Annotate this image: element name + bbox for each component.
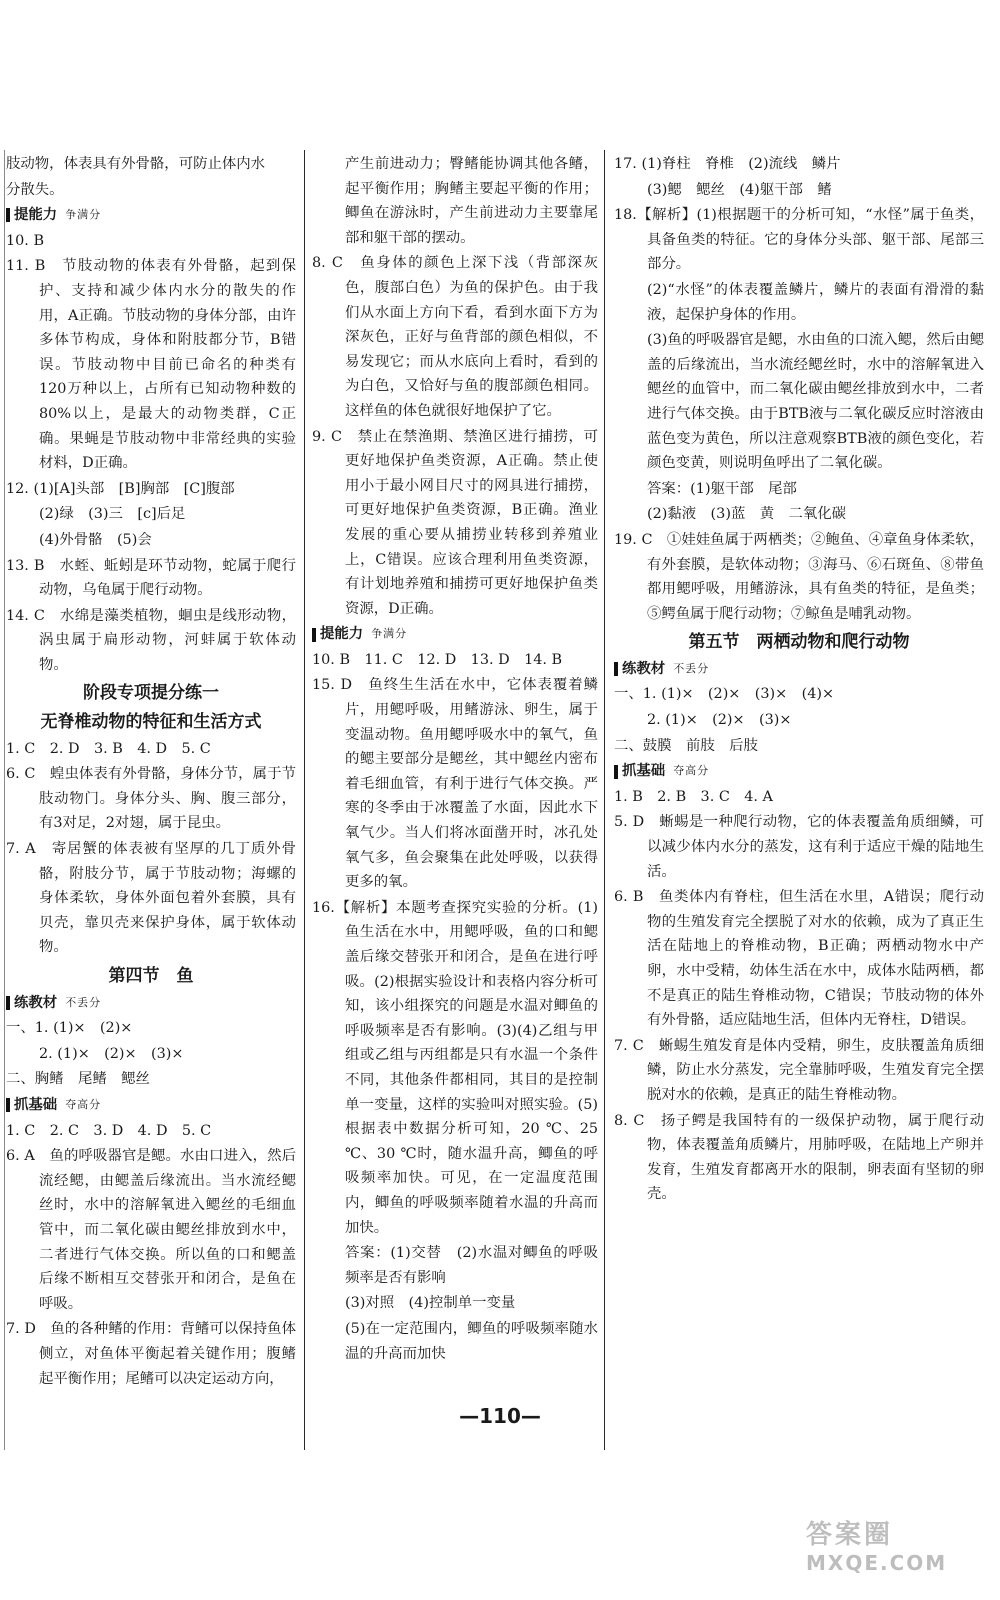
column-left xyxy=(6,152,296,1410)
answer-text: 8. C 扬子鳄是我国特有的一级保护动物，属于爬行动物，体表覆盖角质鳞片，用肺呼吸，在陆地上产卵并发育，生殖发育都离开水的限制，卵表面有坚韧的卵壳。 xyxy=(614,1112,984,1203)
column-divider-2 xyxy=(604,150,605,1450)
answer-text: 14. C 水绵是藻类植物，蛔虫是线形动物，涡虫属于扁形动物，河蚌属于软体动物。 xyxy=(6,607,296,673)
answer-text: 二、鼓膜 前肢 后肢 xyxy=(614,737,758,754)
answer-text: 2. (1)× (2)× (3)× xyxy=(39,1045,184,1062)
section-title: 第五节 两栖动物和爬行动物 xyxy=(688,632,910,653)
answer-text: 答案：(1)交替 (2)水温对鲫鱼的呼吸频率是否有影响 xyxy=(345,1245,598,1286)
answer-text: 答案：(1)躯干部 尾部 xyxy=(647,480,797,497)
answer-text: (2)黏液 (3)蓝 黄 二氧化碳 xyxy=(647,506,847,523)
answer-text: (2)绿 (3)三 [c]后足 xyxy=(39,506,186,523)
section-header xyxy=(6,1093,296,1118)
section-sublabel: 夺高分 xyxy=(65,1097,102,1111)
section-header xyxy=(614,657,984,682)
section-marker-icon xyxy=(614,765,618,779)
section-sublabel: 不丢分 xyxy=(65,995,102,1009)
watermark-top: 答案圈 xyxy=(806,1520,894,1550)
section-marker-icon xyxy=(6,208,10,222)
answer-text: 产生前进动力；臀鳍能协调其他各鳍，起平衡作用；胸鳍主要起平衡的作用；鲫鱼在游泳时，产生前进动力主要靠尾部和躯干部的摆动。 xyxy=(345,156,598,246)
answer-text: 13. B 水蛭、蚯蚓是环节动物，蛇属于爬行动物，乌龟属于爬行动物。 xyxy=(6,557,296,599)
section-label: 练教材 xyxy=(622,659,666,677)
section-title: 无脊椎动物的特征和生活方式 xyxy=(40,712,262,733)
answer-text: 5. D 蜥蜴是一种爬行动物，它的体表覆盖角质细鳞，可以减少体内水分的蒸发，这有利于适应干燥的陆地生活。 xyxy=(614,814,984,880)
answer-text: 17. (1)脊柱 脊椎 (2)流线 鳞片 xyxy=(614,156,841,172)
watermark-bottom: MXQE.COM xyxy=(806,1551,948,1575)
section-header xyxy=(6,991,296,1016)
page-number: —110— xyxy=(459,1404,541,1428)
answer-text: (3)对照 (4)控制单一变量 xyxy=(345,1295,516,1312)
section-header xyxy=(614,759,984,784)
answer-text: 1. C 2. C 3. D 4. D 5. C xyxy=(6,1122,212,1139)
section-marker-icon xyxy=(614,662,618,676)
answer-text: 16.【解析】本题考查探究实验的分析。(1)鱼生活在水中，用鳃呼吸，鱼的口和鳃盖后缘交替张开和闭合，是鱼在进行呼吸。(2)根据实验设计和表格内容分析可知，该小组探究的问题是水温对鲫鱼的呼吸频率是否有影响。(3)(4)乙组与甲组或乙组与丙组都是只有水温一个条件不同，其他条件都相同，其目的是控制单一变量，这样的实验叫对照实验。(5)根据表中数据分析可知，20 ℃、25 ℃、30 ℃时，随水温升高，鲫鱼的呼吸频率加快。可见，在一定温度范围内，鲫鱼的呼吸频率随着水温的升高而加快。 xyxy=(312,899,598,1236)
answer-text: (3)鳃 鳃丝 (4)躯干部 鳍 xyxy=(647,181,832,198)
answer-text: 肢动物，体表具有外骨骼，可防止体内水 xyxy=(6,156,266,172)
section-label: 抓基础 xyxy=(14,1095,58,1113)
answer-text: 6. A 鱼的呼吸器官是鳃。水由口进入，然后流经鳃，由鳃盖后缘流出。当水流经鳃丝时，水中的溶解氧进入鳃丝的毛细血管中，而二氧化碳由鳃丝排放到水中，二者进行气体交换。所以鱼的口和鳃盖后缘不断相互交替张开和闭合，是鱼在呼吸。 xyxy=(6,1148,296,1312)
answer-text: 6. C 蝗虫体表有外骨骼，身体分节，属于节肢动物门。身体分头、胸、腹三部分，有3对足，2对翅，属于昆虫。 xyxy=(6,766,296,832)
answer-text: 1. B 2. B 3. C 4. A xyxy=(614,788,773,805)
answer-text: 分散失。 xyxy=(6,181,64,198)
answer-text: (4)外骨骼 (5)会 xyxy=(39,531,152,548)
answer-text: 一、1. (1)× (2)× xyxy=(6,1020,133,1037)
section-sublabel: 争满分 xyxy=(371,627,408,641)
left-edge-rule xyxy=(4,150,5,1450)
column-divider-1 xyxy=(304,150,305,1450)
answer-text: 2. (1)× (2)× (3)× xyxy=(647,712,792,729)
answer-text: (2)“水怪”的体表覆盖鳞片，鳞片的表面有滑滑的黏液，起保护身体的作用。 xyxy=(647,281,984,323)
section-title: 第四节 鱼 xyxy=(108,966,194,986)
answer-text: 10. B 11. C 12. D 13. D 14. B xyxy=(312,651,563,668)
answer-text: (3)鱼的呼吸器官是鳃，水由鱼的口流入鳃，然后由鳃盖的后缘流出，当水流经鳃丝时，水中的溶解氧进入鳃丝的血管中，而二氧化碳由鳃丝排放到水中，二者进行气体交换。由于BTB液与二氧化碳反应时溶液由蓝色变为黄色，所以注意观察BTB液的颜色变化，若颜色变黄，则说明鱼呼出了二氧化碳。 xyxy=(647,332,984,472)
section-label: 练教材 xyxy=(14,993,58,1011)
column-right xyxy=(614,152,984,1410)
answer-text: 12. (1)[A]头部 [B]胸部 [C]腹部 xyxy=(6,480,235,497)
section-label: 提能力 xyxy=(320,625,364,643)
answer-text: 7. C 蜥蜴生殖发育是体内受精，卵生，皮肤覆盖角质细鳞，防止水分蒸发，完全靠肺呼吸，生殖发育完全摆脱对水的依赖，是真正的陆生脊椎动物。 xyxy=(614,1037,984,1103)
answer-text: 6. B 鱼类体内有脊柱，但生活在水里，A错误；爬行动物的生殖发育完全摆脱了对水的依赖，成为了真正生活在陆地上的脊椎动物，B正确；两栖动物水中产卵，水中受精，幼体生活在水中，成体水陆两栖，都不是真正的陆生脊椎动物，C错误；节肢动物的体外有外骨骼，适应陆地生活，但体内无脊柱，D错误。 xyxy=(614,889,984,1029)
section-marker-icon xyxy=(6,1098,10,1112)
answer-text: 11. B 节肢动物的体表有外骨骼，起到保护、支持和减少体内水分的散失的作用，A正确。节肢动物的身体分部，由许多体节构成，身体和附肢都分节，B错误。节肢动物中目前已命名的种类有120万种以上，占所有已知动物种数的80%以上，是最大的动物类群，C正确。果蝇是节肢动物中非常经典的实验材料，D正确。 xyxy=(6,258,296,472)
section-marker-icon xyxy=(312,628,316,642)
answer-text: 8. C 鱼身体的颜色上深下浅（背部深灰色，腹部白色）为鱼的保护色。由于我们从水面上方向下看，看到水面下方为深灰色，正好与鱼背部的颜色相似，不易发现它；而从水底向上看时，看到的为白色，又恰好与鱼的腹部颜色相同。这样鱼的体色就很好地保护了它。 xyxy=(312,255,598,419)
answer-text: 9. C 禁止在禁渔期、禁渔区进行捕捞，可更好地保护鱼类资源，A正确。禁止使用小于最小网目尺寸的网具进行捕捞，可更好地保护鱼类资源，B正确。渔业发展的重心要从捕捞业转移到养殖业上，C错误。应该合理利用鱼类资源，有计划地养殖和捕捞可更好地保护鱼类资源，D正确。 xyxy=(312,428,598,617)
answer-text: 19. C ①娃娃鱼属于两栖类；②鲍鱼、④章鱼身体柔软，有外套膜，是软体动物；③海马、⑥石斑鱼、⑧带鱼都用鳃呼吸，用鳍游泳，具有鱼类的特征，是鱼类；⑤鳄鱼属于爬行动物；⑦鲸鱼是哺乳动物。 xyxy=(614,531,984,622)
answer-text: 一、1. (1)× (2)× (3)× (4)× xyxy=(614,686,835,703)
answer-text: (5)在一定范围内，鲫鱼的呼吸频率随水温的升高而加快 xyxy=(345,1320,598,1362)
answer-text: 18.【解析】(1)根据题干的分析可知，“水怪”属于鱼类，具备鱼类的特征。它的身体分头部、躯干部、尾部三部分。 xyxy=(614,207,984,273)
answer-text: 7. D 鱼的各种鳍的作用：背鳍可以保持鱼体侧立，对鱼体平衡起着关键作用；腹鳍起平衡作用；尾鳍可以决定运动方向， xyxy=(6,1321,296,1387)
column-middle xyxy=(312,152,598,1410)
section-sublabel: 争满分 xyxy=(65,208,102,222)
watermark-logo xyxy=(806,1514,976,1592)
answer-text: 10. B xyxy=(6,232,45,249)
section-label: 抓基础 xyxy=(622,762,666,780)
answer-text: 7. A 寄居蟹的体表被有坚厚的几丁质外骨骼，附肢分节，属于节肢动物；海螺的身体柔软，身体外面包着外套膜，具有贝壳，靠贝壳来保护身体，属于软体动物。 xyxy=(6,841,296,956)
answer-text: 15. D 鱼终生生活在水中，它体表覆着鳞片，用鳃呼吸，用鳍游泳、卵生，属于变温动物。鱼用鳃呼吸水中的氧气，鱼的鳃主要部分是鳃丝，其中鳃丝内密布着毛细血管，有利于进行气体交换。严寒的冬季由于冰覆盖了水面，因此水下氧气少。当人们将冰面凿开时，冰孔处氧气多，鱼会聚集在此处呼吸，以获得更多的氧。 xyxy=(312,677,598,891)
section-marker-icon xyxy=(6,996,10,1010)
answer-text: 二、胸鳍 尾鳍 鳃丝 xyxy=(6,1071,150,1088)
section-title: 阶段专项提分练一 xyxy=(83,683,219,704)
answer-text: 1. C 2. D 3. B 4. D 5. C xyxy=(6,740,211,757)
section-label: 提能力 xyxy=(14,206,58,224)
section-header xyxy=(6,203,296,228)
section-sublabel: 夺高分 xyxy=(673,764,710,778)
section-sublabel: 不丢分 xyxy=(673,661,710,675)
section-header xyxy=(312,622,598,647)
